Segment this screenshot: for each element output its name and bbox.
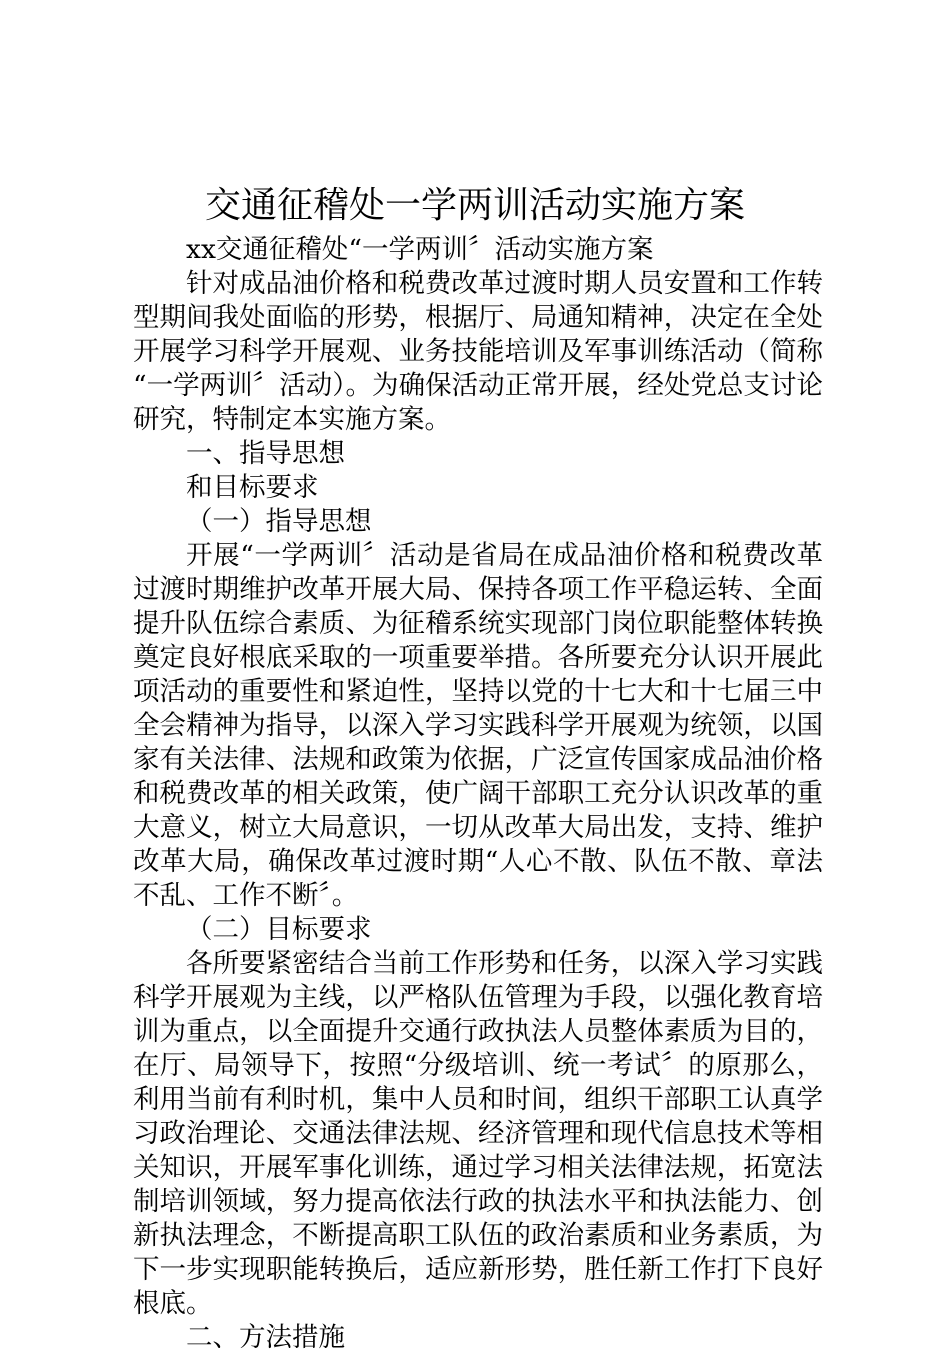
goals-paragraph: 各所要紧密结合当前工作形势和任务，以深入学习实践科学开展观为主线，以严格队伍管理为手段，以强化教育培训为重点，以全面提升交通行政执法人员整体素质为目的，在厅、局领导下，按照“分级培训、统一考试〞的原那么，利用当前有利时机，集中人员和时间，组织干部职工认真学习政治理论、交通法律法规、经济管理和现代信息技术等相关知识，开展军事化训练，通过学习相关法律法规，拓宽法制培训领域，努力提高依法行政的执法水平和执法能力、创新执法理念，不断提高职工队伍的政治素质和业务素质，为下一步实现职能转换后，适应新形势，胜任新工作打下良好根底。 bbox=[133, 948, 823, 1319]
guiding-thought-paragraph: 开展“一学两训〞活动是省局在成品油价格和税费改革过渡时期维护改革开展大局、保持各项工作平稳运转、全面提升队伍综合素质、为征稽系统实现部门岗位职能整体转换奠定良好根底采取的一项重要举措。各所要充分认识开展此项活动的重要性和紧迫性，坚持以党的十七大和十七届三中全会精神为指导，以深入学习实践科学开展观为统领，以国家有关法律、法规和政策为依据，广泛宣传国家成品油价格和税费改革的相关政策，使广阔干部职工充分认识改革的重大意义，树立大局意识，一切从改革大局出发，支持、维护改革大局，确保改革过渡时期“人心不散、队伍不散、章法不乱、工作不断〞。 bbox=[133, 540, 823, 911]
section-heading-goals: 和目标要求 bbox=[186, 472, 319, 503]
document-title: 交通征稽处一学两训活动实施方案 bbox=[204, 185, 745, 226]
document-body bbox=[133, 233, 823, 1355]
subsection-heading-goals: （二）目标要求 bbox=[186, 914, 372, 945]
subsection-heading-guiding-thought: （一）指导思想 bbox=[186, 506, 372, 537]
subtitle-paragraph: xx交通征稽处“一学两训〞活动实施方案 bbox=[186, 234, 654, 265]
section-heading-methods: 二、方法措施 bbox=[186, 1322, 345, 1353]
section-heading-guiding-thought: 一、指导思想 bbox=[186, 438, 345, 469]
intro-paragraph: 针对成品油价格和税费改革过渡时期人员安置和工作转型期间我处面临的形势，根据厅、局通知精神，决定在全处开展学习科学开展观、业务技能培训及军事训练活动（简称“一学两训〞活动）。为确保活动正常开展，经处党总支讨论研究，特制定本实施方案。 bbox=[133, 268, 823, 435]
